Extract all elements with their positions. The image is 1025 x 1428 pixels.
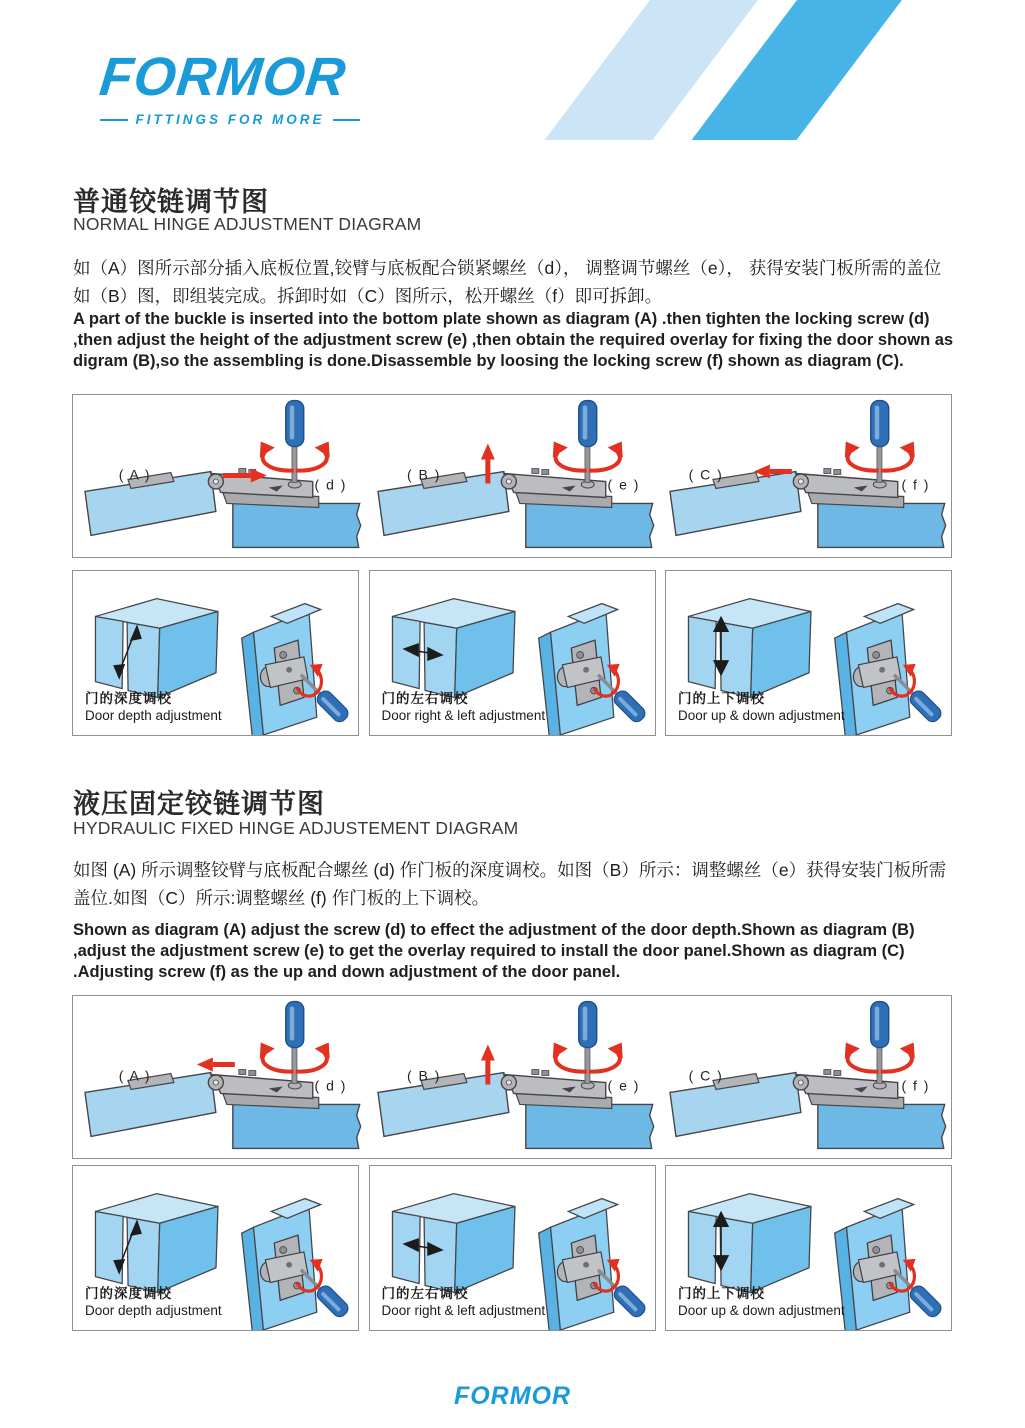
screw-label: ( e ) [607,476,640,493]
screw-label: ( e ) [607,1077,640,1094]
caption-box-depth [72,1165,359,1331]
caption-box-up-down [665,570,952,736]
section2-title-en: HYDRAULIC FIXED HINGE ADJUSTEMENT DIAGRAM [73,818,519,838]
caption [85,1285,222,1320]
tagline-line-left [100,119,128,121]
caption [85,690,222,725]
caption-en: Door right & left adjustment [381,708,546,724]
caption-en: Door right & left adjustment [381,1303,546,1319]
hinge-diagram-b1 [366,395,659,556]
section1-diagram-strip [72,394,952,558]
caption-cn: 门的深度调校 [85,1285,172,1301]
diagram-label: ( C ) [688,1067,724,1084]
tagline-line-right [333,119,361,121]
caption [382,1285,546,1320]
diagram-label: ( B ) [406,1067,441,1084]
caption-box-right-left [369,570,656,736]
diagram-label: ( A ) [118,1067,152,1084]
footer-brand-logo: FORMOR [453,1382,572,1410]
screw-label: ( d ) [314,476,347,493]
section1-title-en: NORMAL HINGE ADJUSTMENT DIAGRAM [73,214,422,234]
caption-en: Door up & down adjustment [678,1303,845,1319]
diagram-label: ( B ) [406,466,441,483]
caption [678,1285,845,1320]
caption-cn: 门的上下调校 [678,1285,765,1301]
caption-box-right-left [369,1165,656,1331]
caption-box-depth [72,570,359,736]
caption-cn: 门的左右调校 [381,690,469,706]
caption-en: Door depth adjustment [85,1303,222,1319]
caption-en: Door depth adjustment [85,708,222,724]
caption-en: Door up & down adjustment [678,708,845,724]
section1-body-en: A part of the buckle is inserted into the bottom plate shown as diagram (A) .then tighten the locking screw (d) ,then adjust the height of the adjustment screw (e) ,then obtain the required overlay for fixing the door shown as digram (B),so the assembling is done.Disassemble by loosing the locking screw (f) shown as diagram (C). [73,310,954,370]
hinge-diagram-c2 [658,996,951,1157]
hinge-diagram-a1 [73,395,366,556]
section1-caption-row [72,570,952,736]
screw-label: ( f ) [901,476,931,493]
screw-label: ( f ) [901,1077,931,1094]
brand-logo [96,47,370,127]
caption-cn: 门的左右调校 [381,1285,469,1301]
brand-tagline: FITTINGS FOR MORE [135,112,325,127]
section1-body-cn: 如（A）图所示部分插入底板位置,铰臂与底板配合锁紧螺丝（d）， 调整调节螺丝（e）， 获得安装门板所需的盖位如（B）图，即组装完成。拆卸时如（C）图所示，松开螺丝（f）即可拆卸。 [73,258,942,306]
hinge-diagram-a2 [73,996,366,1157]
section2-caption-row [72,1165,952,1331]
diagram-label: ( A ) [118,466,152,483]
screw-label: ( d ) [314,1077,347,1094]
caption-cn: 门的上下调校 [678,690,765,706]
hinge-diagram-b2 [366,996,659,1157]
section2-body-en: Shown as diagram (A) adjust the screw (d) to effect the adjustment of the door depth.Shown as diagram (B) ,adjust the adjustment screw (e) to get the overlay required to install the door panel.Shown as diagram (C) .Adjusting screw (f) as the up and down adjustment of the door panel. [73,921,915,981]
caption-box-up-down [665,1165,952,1331]
section2-body-cn: 如图 (A) 所示调整铰臂与底板配合螺丝 (d) 作门板的深度调校。如图（B）所示：调整螺丝（e）获得安装门板所需盖位.如图（C）所示:调整螺丝 (f) 作门板的上下调校。 [73,860,947,908]
section2-title-cn: 液压固定铰链调节图 [73,789,325,819]
brand-tagline-row [100,112,360,127]
caption [678,690,845,725]
caption [382,690,546,725]
section1-title-cn: 普通铰链调节图 [73,187,269,217]
hinge-diagram-c1 [658,395,951,556]
section2-diagram-strip [72,995,952,1159]
brand-logo-text: FORMOR [96,47,350,107]
diagram-label: ( C ) [688,466,724,483]
caption-cn: 门的深度调校 [85,690,172,706]
